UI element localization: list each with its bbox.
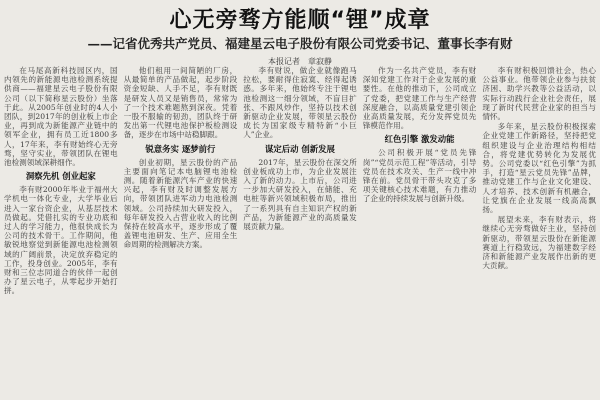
section-heading: 谋定后动 创新发展 xyxy=(265,143,335,154)
section-heading: 锐意务实 逐梦前行 xyxy=(145,143,216,154)
article-paragraph: 李有财2000年毕业于福州大学机电一体化专业，大学毕业后进入一家台资企业，从基层技术员做起。凭借扎实的专业功底和过人的学习能力，他很快成长为公司的技术骨干。工作期间，他敏锐地察觉到新能源电池检测领域的广阔前景，决定放弃稳定的工作，投身创业。2005年，李有财和三位志同道合的伙伴一起创办了星云电子，从零起步开始打拼。 xyxy=(4,185,118,296)
article-paragraph: 展望未来，李有财表示，将继续心无旁骛做好主业，坚持创新驱动，带领星云股份在新能源赛道上行稳致远，为福建数字经济和新能源产业发展作出新的更大贡献。 xyxy=(482,215,596,271)
article-headline: 心无旁骛方能顺“锂”成章 xyxy=(169,8,431,33)
article-byline: 本报记者 章寂静 xyxy=(268,57,332,66)
article-column-1 xyxy=(4,66,118,398)
article-body xyxy=(4,66,596,398)
article-column-3 xyxy=(243,66,357,398)
article-paragraph: 李有财积极回馈社会，热心公益事业。他带领企业参与扶贫济困、助学兴教等公益活动，以实际行动践行企业社会责任，展现了新时代民营企业家的担当与情怀。 xyxy=(482,66,596,122)
article-paragraph: 创业初期，星云股份的产品主要面向笔记本电脑锂电池检测。随着新能源汽车产业的快速兴起，李有财及时调整发展方向，带领团队进军动力电池检测领域。公司持续加大研发投入，每年研发投入占营业收入的比例保持在较高水平，逐步形成了覆盖锂电池研发、生产、应用全生命周期的检测解决方案。 xyxy=(123,157,238,250)
article-subheadline: ——记省优秀共产党员、福建星云电子股份有限公司党委书记、董事长李有财 xyxy=(87,36,513,51)
section-heading: 洞察先机 创业起家 xyxy=(25,171,96,182)
article-paragraph: 多年来，星云股份积极探索企业党建工作新路径，坚持把党组织建设与企业治理结构相结合，将党建优势转化为发展优势。公司党委以“红色引擎”为抓手，打造“星云党员先锋”品牌，推动党建工作与企业文化建设、人才培养、技术创新有机融合，让党旗在企业发展一线高高飘扬。 xyxy=(482,122,596,215)
article-paragraph: 2017年，星云股份在深交所创业板成功上市，为企业发展注入了新的动力。上市后，公司进一步加大研发投入，在储能、充电桩等新兴领域积极布局，推出了一系列具有自主知识产权的新产品，为新能源产业的高质量发展贡献力量。 xyxy=(243,157,357,232)
article-paragraph: 在马尾高新科技园区内，国内领先的新能源电池检测系统提供商——福建星云电子股份有限公司（以下简称星云股份）坐落于此。从2005年创业时的4人小团队，到2017年的创业板上市企业，再到成为新能源产业链中的领军企业，拥有员工近1800多人，17年来，李有财始终心无旁骛，坚守实业，带领团队在锂电池检测领域深耕细作。 xyxy=(4,66,118,168)
article-paragraph: 公司积极开展“党员先锋岗”“党员示范工程”等活动，引导党员在技术攻关、生产一线中冲锋在前。党员骨干带头攻克了多项关键核心技术难题，有力推动了企业的持续发展与创新升级。 xyxy=(362,148,477,204)
article-paragraph: 李有财说，做企业就像跑马拉松，要耐得住寂寞、经得起诱惑。多年来，他始终专注于锂电池检测这一细分领域，不盲目扩张、不跟风炒作，坚持以技术创新驱动企业发展，带领星云股份成长为国家级专精特新“小巨人”企业。 xyxy=(243,66,357,140)
article-paragraph: 他们租用一间简陋的厂房，从最简单的产品做起，起步阶段资金短缺、人手不足，李有财既是研发人员又是销售员，常常为了一个技术难题熬到深夜。凭着一股不服输的韧劲，团队终于研发出第一代锂电池保护板检测设备，逐步在市场中站稳脚跟。 xyxy=(123,66,238,140)
article-column-5 xyxy=(482,66,596,398)
article-column-4 xyxy=(363,66,477,398)
article-column-2 xyxy=(124,66,238,398)
section-heading: 红色引擎 激发动能 xyxy=(384,134,455,145)
article-paragraph: 作为一名共产党员，李有财深知党建工作对于企业发展的重要性。在他的推动下，公司成立了党委，把党建工作与生产经营深度融合，以高质量党建引领企业高质量发展，充分发挥党员先锋模范作用。 xyxy=(362,66,477,131)
